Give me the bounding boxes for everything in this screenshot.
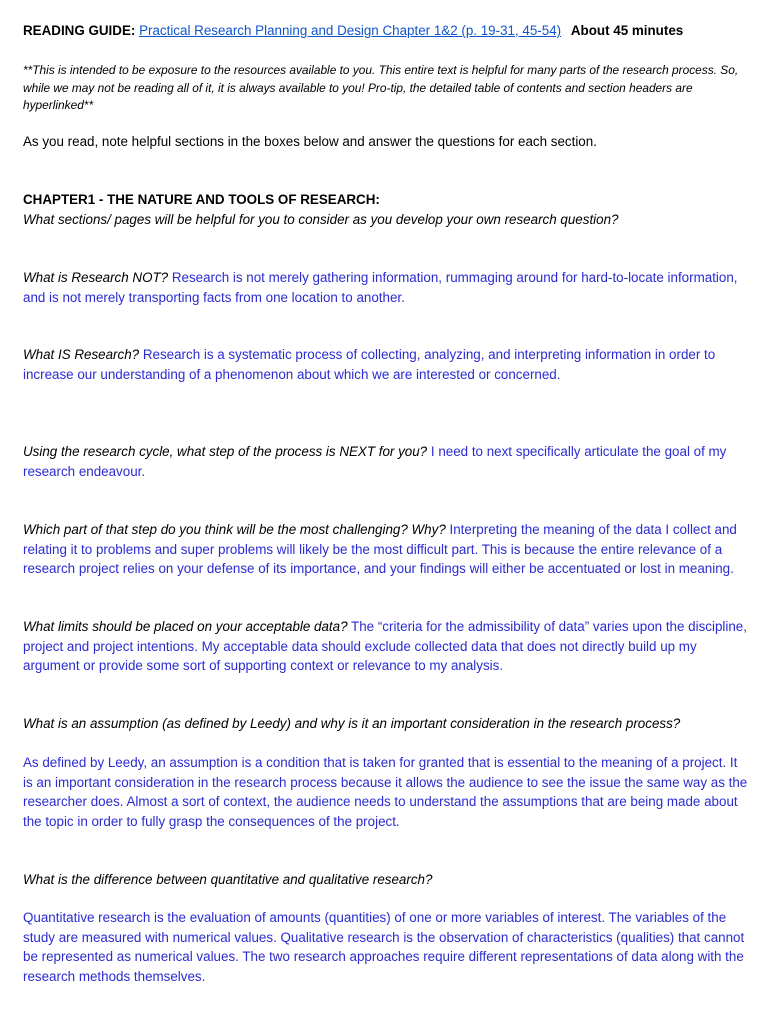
question-text: What IS Research? xyxy=(23,347,140,362)
reading-guide-header xyxy=(23,21,748,41)
answer-text: Quantitative research is the evaluation of amounts (quantities) of one or more variables of interest. The variables of the study are measured with numerical values. Qualitative research is the observation of characteristics (qualities) that cannot be represented as numerical values. The two research approaches require different representations of data along with the research methods themselves. xyxy=(23,910,745,984)
textbook-link[interactable]: Practical Research Planning and Design Chapter 1&2 (p. 19-31, 45-54) xyxy=(139,23,562,38)
question-text: Which part of that step do you think will be the most challenging? Why? xyxy=(23,522,446,537)
header-duration: About 45 minutes xyxy=(570,23,684,38)
answer-text: Research is not merely gathering information, rummaging around for hard-to-locate information, and is not merely transporting facts from one location to another. xyxy=(23,270,738,305)
qa-block xyxy=(23,442,748,481)
question-text: Using the research cycle, what step of the process is NEXT for you? xyxy=(23,444,428,459)
document-page xyxy=(23,0,748,1024)
qa-block xyxy=(23,520,748,579)
question-text: What is the difference between quantitative and qualitative research? xyxy=(23,872,433,887)
answer-text: I need to next specifically articulate the goal of my research endeavour. xyxy=(23,444,727,479)
qa-block xyxy=(23,345,748,384)
header-label: READING GUIDE: xyxy=(23,23,136,38)
answer-text: Interpreting the meaning of the data I collect and relating it to problems and super problems will likely be the most difficult part. This is because the entire relevance of a research project relies on your defense of its importance, and your findings will either be accentuated or lost in meaning. xyxy=(23,522,737,576)
answer-text: The “criteria for the admissibility of data” varies upon the discipline, project and project intentions. My acceptable data should exclude collected data that does not directly build up my argument or provide some sort of supporting context or relevance to my analysis. xyxy=(23,619,747,673)
qa-block xyxy=(23,268,748,307)
chapter-prompt: What sections/ pages will be helpful for you to consider as you develop your own research question? xyxy=(23,211,619,227)
answer-text: Research is a systematic process of collecting, analyzing, and interpreting information in order to increase our understanding of a phenomenon about which we are interested or concerned. xyxy=(23,347,716,382)
intro-note: **This is intended to be exposure to the resources available to you. This entire text is helpful for many parts of the research process. So, while we may not be reading all of it, it is always available to you! Pro-tip, the detailed table of contents and section headers are hyperlinked** xyxy=(23,63,739,112)
chapter-title: CHAPTER1 - THE NATURE AND TOOLS OF RESEARCH: xyxy=(23,192,380,207)
chapter-section xyxy=(23,190,748,229)
question-text: What is an assumption (as defined by Leedy) and why is it an important consideration in the research process? xyxy=(23,716,681,731)
instructions-text: As you read, note helpful sections in the boxes below and answer the questions for each section. xyxy=(23,134,597,149)
question-text: What limits should be placed on your acceptable data? xyxy=(23,619,348,634)
qa-block xyxy=(23,617,748,676)
answer-text: As defined by Leedy, an assumption is a condition that is taken for granted that is essential to the meaning of a project. It is an important consideration in the research process because it allows the audience to see the issue the same way as the researcher does. Almost a sort of context, the audience needs to understand the assumptions that are being made about the topic in order to fully grasp the consequences of the project. xyxy=(23,755,748,829)
question-text: What is Research NOT? xyxy=(23,270,169,285)
